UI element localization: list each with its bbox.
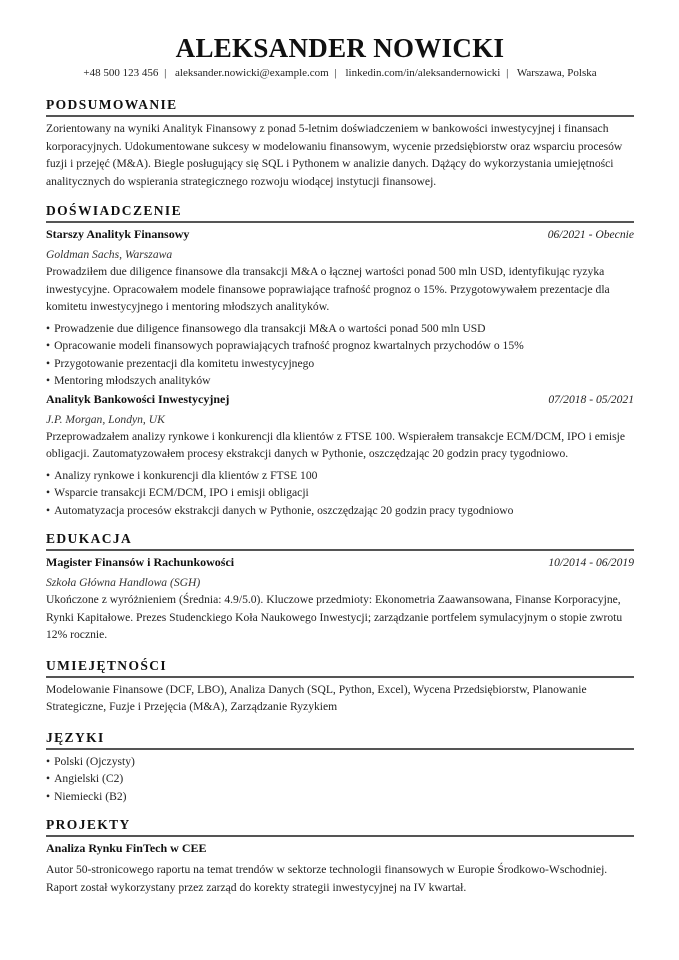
job-bullet bbox=[46, 467, 634, 485]
job-description: Przeprowadzałem analizy rynkowe i konkurencji dla klientów z FTSE 100. Wspierałem transakcje ECM/DCM, IPO i emisje obligacji. Zautomatyzowałem procesy ekstrakcji danych w Pythonie, oszczędzając 20 godzin pracy tygodniowo. bbox=[46, 429, 626, 460]
contact-location: Warszawa, Polska bbox=[516, 67, 597, 79]
bullet-icon: • bbox=[46, 772, 51, 785]
education-dates: 10/2014 - 06/2019 bbox=[548, 556, 634, 569]
job-company: J.P. Morgan, Londyn, UK bbox=[46, 412, 165, 426]
section-title-experience: DOŚWIADCZENIE bbox=[46, 203, 634, 223]
job-header bbox=[46, 226, 634, 243]
skills-section bbox=[46, 658, 634, 716]
language-item bbox=[46, 788, 634, 806]
job-header bbox=[46, 391, 634, 408]
job-bullet-list bbox=[46, 320, 634, 390]
job-dates: 07/2018 - 05/2021 bbox=[548, 392, 634, 406]
section-title-projects: PROJEKTY bbox=[46, 817, 634, 837]
project-description: Autor 50-stronicowego raportu na temat trendów w sektorze technologii finansowych w Europie Środkowo-Wschodniej. Raport został wykorzystany przez zarząd do korekty strategii inwestycyjnej na IV kwartał. bbox=[46, 863, 608, 894]
candidate-name: ALEKSANDER NOWICKI bbox=[175, 33, 505, 63]
section-title-summary: PODSUMOWANIE bbox=[46, 97, 634, 117]
language-text: Niemiecki (B2) bbox=[54, 789, 127, 803]
bullet-text: Przygotowanie prezentacji dla komitetu inwestycyjnego bbox=[54, 356, 315, 370]
contact-email[interactable]: aleksander.nowicki@example.com bbox=[175, 67, 329, 79]
section-title-skills: UMIEJĘTNOŚCI bbox=[46, 658, 634, 678]
contact-line bbox=[46, 65, 634, 81]
education-description: Ukończone z wyróżnieniem (Średnia: 4.9/5.0). Kluczowe przedmioty: Ekonometria Zaawansowana, Finanse Korporacyjne, Rynki Kapitałowe. Prezes Studenckiego Koła Naukowego Inwestycji; zarządzanie portfelem symulacyjnym o stopie zwrotu 12% rocznie. bbox=[46, 593, 623, 641]
bullet-text: Analizy rynkowe i konkurencji dla klientów z FTSE 100 bbox=[54, 468, 318, 482]
bullet-icon: • bbox=[46, 339, 51, 352]
job-bullet bbox=[46, 337, 634, 355]
education-section bbox=[46, 531, 634, 644]
job-bullet-list bbox=[46, 467, 634, 520]
contact-phone: +48 500 123 456 bbox=[83, 67, 159, 79]
bullet-icon: • bbox=[46, 356, 51, 370]
summary-section bbox=[46, 97, 634, 190]
contact-separator: | bbox=[334, 67, 337, 79]
bullet-icon: • bbox=[46, 754, 51, 768]
languages-section bbox=[46, 730, 634, 806]
bullet-text: Opracowanie modeli finansowych poprawiających trafność prognoz kwartalnych przychodów o 15% bbox=[54, 339, 524, 352]
job-bullet bbox=[46, 320, 634, 338]
bullet-icon: • bbox=[46, 321, 51, 335]
education-degree: Magister Finansów i Rachunkowości bbox=[46, 555, 235, 569]
job-bullet bbox=[46, 355, 634, 373]
job-entry bbox=[46, 226, 634, 390]
bullet-icon: • bbox=[46, 374, 51, 387]
job-bullet bbox=[46, 502, 634, 520]
bullet-icon: • bbox=[46, 503, 51, 517]
language-text: Angielski (C2) bbox=[54, 772, 124, 785]
language-text: Polski (Ojczysty) bbox=[54, 754, 135, 768]
bullet-text: Automatyzacja procesów ekstrakcji danych w Pythonie, oszczędzając 20 godzin pracy tygodniowo bbox=[54, 503, 514, 517]
job-role: Analityk Bankowości Inwestycyjnej bbox=[46, 391, 230, 406]
bullet-text: Mentoring młodszych analityków bbox=[54, 374, 211, 387]
bullet-icon: • bbox=[46, 486, 51, 499]
languages-list bbox=[46, 753, 634, 806]
education-header bbox=[46, 554, 634, 571]
project-name: Analiza Rynku FinTech w CEE bbox=[46, 841, 207, 855]
contact-linkedin[interactable]: linkedin.com/in/aleksandernowicki bbox=[345, 67, 501, 79]
projects-section bbox=[46, 817, 634, 896]
job-description: Prowadziłem due diligence finansowe dla transakcji M&A o łącznej wartości ponad 500 mln USD, identyfikując ryzyka inwestycyjne. Opracowałem modele finansowe poprawiające trafność prognoz o 15%. Przygotowywałem prezentacje dla komitetu inwestycyjnego i mentoring młodszych analityków. bbox=[46, 265, 610, 313]
language-item bbox=[46, 770, 634, 788]
job-dates: 06/2021 - Obecnie bbox=[547, 228, 634, 241]
bullet-icon: • bbox=[46, 789, 51, 803]
summary-text: Zorientowany na wyniki Analityk Finansowy z ponad 5-letnim doświadczeniem w bankowości inwestycyjnej i finansach korporacyjnych. Udokumentowane sukcesy w modelowaniu finansowym, wycenie przedsiębiorstw oraz wsparciu procesów fuzji i przejęć (M&A). Biegle posługujący się SQL i Pythonem w analizie danych. Dążący do wykorzystania umiejętności analitycznych do wspierania strategicznego rozwoju wiodącej instytucji finansowej. bbox=[46, 122, 623, 188]
bullet-text: Prowadzenie due diligence finansowego dla transakcji M&A o wartości ponad 500 mln USD bbox=[54, 321, 486, 335]
job-bullet bbox=[46, 484, 634, 502]
bullet-text: Wsparcie transakcji ECM/DCM, IPO i emisji obligacji bbox=[54, 486, 309, 499]
skills-text: Modelowanie Finansowe (DCF, LBO), Analiza Danych (SQL, Python, Excel), Wycena Przedsiębiorstw, Planowanie Strategiczne, Fuzje i Przejęcia (M&A), Zarządzanie Ryzykiem bbox=[46, 682, 587, 713]
section-title-languages: JĘZYKI bbox=[46, 730, 634, 750]
language-item bbox=[46, 753, 634, 771]
contact-separator: | bbox=[164, 67, 167, 79]
education-school: Szkoła Główna Handlowa (SGH) bbox=[46, 576, 201, 589]
job-entry bbox=[46, 391, 634, 520]
bullet-icon: • bbox=[46, 468, 51, 482]
job-bullet bbox=[46, 372, 634, 390]
contact-separator: | bbox=[506, 67, 509, 79]
section-title-education: EDUKACJA bbox=[46, 531, 634, 551]
job-role: Starszy Analityk Finansowy bbox=[46, 227, 190, 241]
job-company: Goldman Sachs, Warszawa bbox=[46, 248, 173, 261]
experience-section bbox=[46, 203, 634, 519]
